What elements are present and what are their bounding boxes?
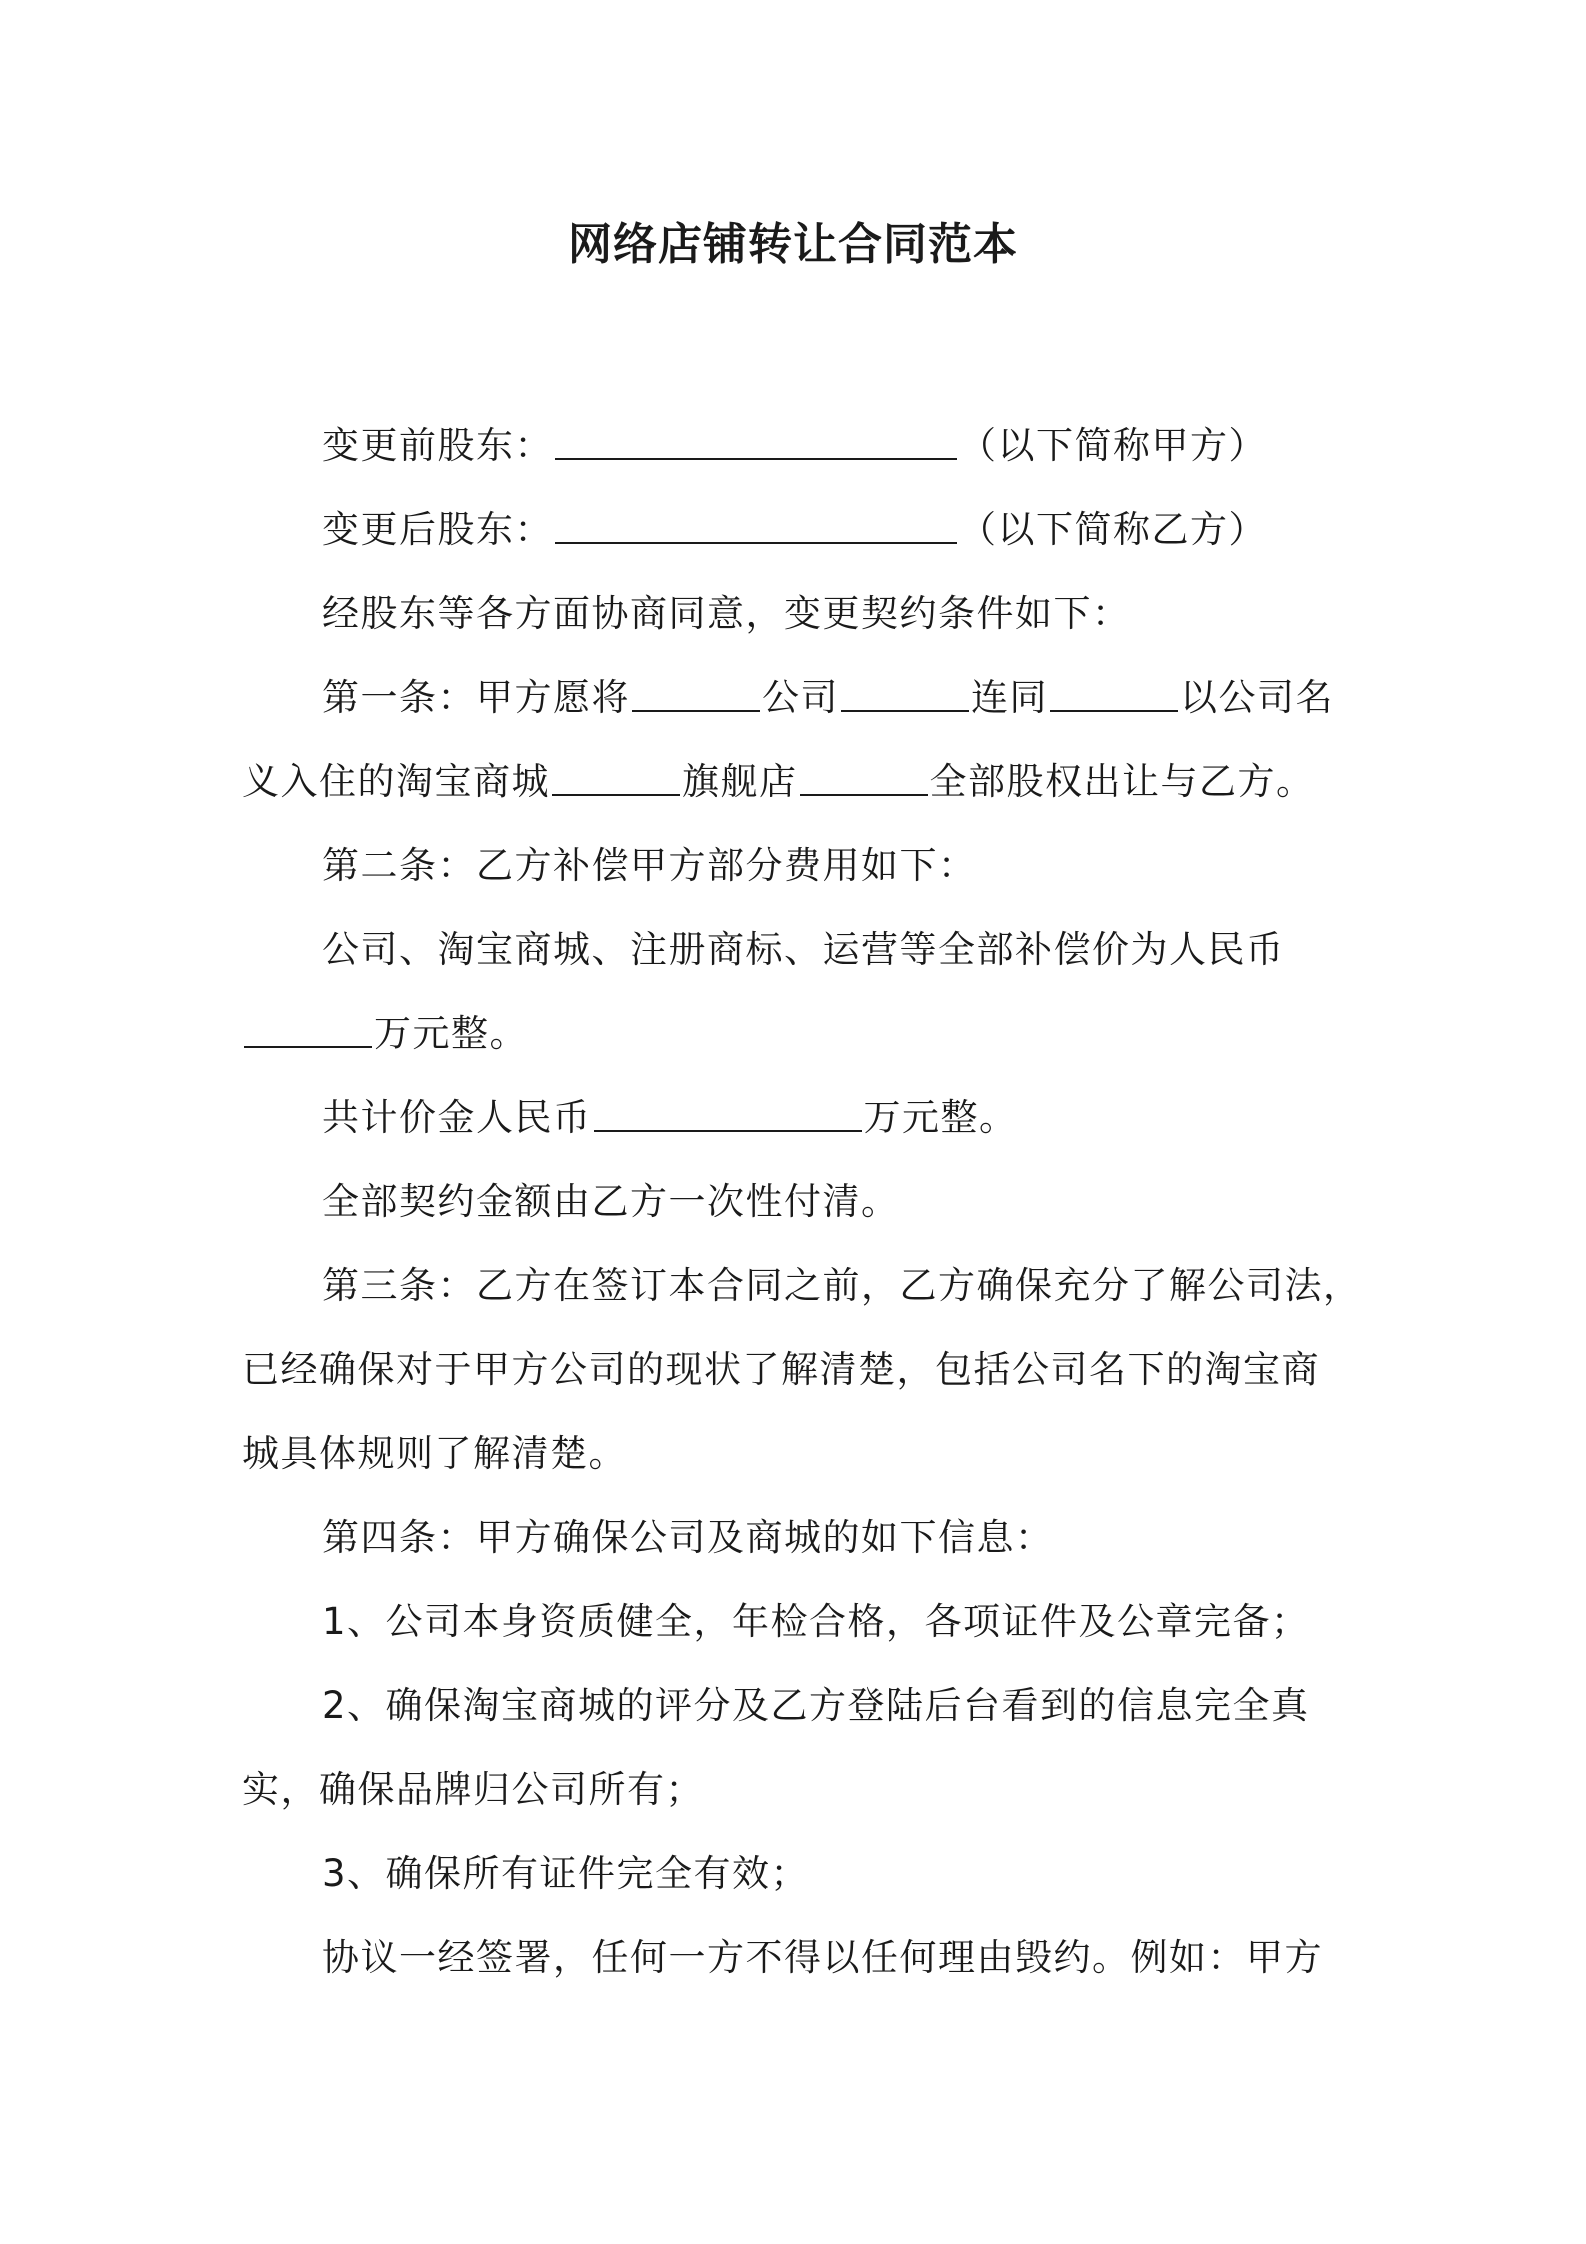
- article-one-line-1: [242, 656, 1352, 740]
- total-price-line: [242, 1076, 1352, 1160]
- fill-blank: [555, 422, 957, 460]
- compensation-unit: 万元整。: [374, 1012, 528, 1055]
- article-one-text-e: 义入住的淘宝商城: [242, 760, 550, 803]
- agreement-clause: 协议一经签署，任何一方不得以任何理由毁约。例如：甲方: [322, 1936, 1323, 1979]
- fill-blank: [594, 1094, 862, 1132]
- article-four-item-2: 2、确保淘宝商城的评分及乙方登陆后台看到的信息完全真: [322, 1684, 1310, 1727]
- article-four-item-3: 3、确保所有证件完全有效；: [322, 1852, 810, 1895]
- shareholder-before-label: 变更前股东：: [322, 424, 553, 467]
- fill-blank: [632, 674, 760, 712]
- article-one-text-b: 公司: [762, 676, 839, 719]
- article-four-item-1: 1、公司本身资质健全，年检合格，各项证件及公章完备；: [322, 1600, 1310, 1643]
- fill-blank: [800, 758, 928, 796]
- fill-blank: [244, 1010, 372, 1048]
- shareholder-before-line: [242, 404, 1352, 488]
- article-one-text-f: 旗舰店: [682, 760, 798, 803]
- article-four-heading: 第四条：甲方确保公司及商城的如下信息：: [322, 1516, 1054, 1559]
- total-price-unit: 万元整。: [863, 1096, 1018, 1139]
- shareholder-after-suffix: （以下简称乙方）: [959, 508, 1267, 551]
- article-four-item-2-cont: 实，确保品牌归公司所有；: [242, 1768, 704, 1811]
- payment-line: 全部契约金额由乙方一次性付清。: [322, 1180, 900, 1223]
- article-one-line-2: [242, 740, 1352, 824]
- fill-blank: [555, 506, 957, 544]
- total-price-label: 共计价金人民币: [322, 1096, 592, 1139]
- article-one-text-c: 连同: [971, 676, 1048, 719]
- article-three-line-1: 第三条：乙方在签订本合同之前，乙方确保充分了解公司法，: [322, 1264, 1362, 1307]
- article-three-line-3: 城具体规则了解清楚。: [242, 1432, 627, 1475]
- article-one-text-a: 第一条：甲方愿将: [322, 676, 630, 719]
- article-three-line-2: 已经确保对于甲方公司的现状了解清楚，包括公司名下的淘宝商: [242, 1348, 1320, 1391]
- document-title: 网络店铺转让合同范本: [568, 219, 1018, 270]
- fill-blank: [552, 758, 680, 796]
- article-two-heading: 第二条：乙方补偿甲方部分费用如下：: [322, 844, 977, 887]
- article-one-text-g: 全部股权出让与乙方。: [929, 760, 1315, 803]
- agreement-intro: 经股东等各方面协商同意，变更契约条件如下：: [322, 592, 1131, 635]
- fill-blank: [841, 674, 969, 712]
- article-one-text-d: 以公司名: [1180, 676, 1334, 719]
- shareholder-after-line: [242, 488, 1352, 572]
- fill-blank: [1050, 674, 1178, 712]
- contract-body: [242, 404, 1362, 2000]
- shareholder-after-label: 变更后股东：: [322, 508, 553, 551]
- compensation-line: 公司、淘宝商城、注册商标、运营等全部补偿价为人民币: [322, 928, 1285, 971]
- shareholder-before-suffix: （以下简称甲方）: [959, 424, 1267, 467]
- compensation-amount-line: [242, 992, 1352, 1076]
